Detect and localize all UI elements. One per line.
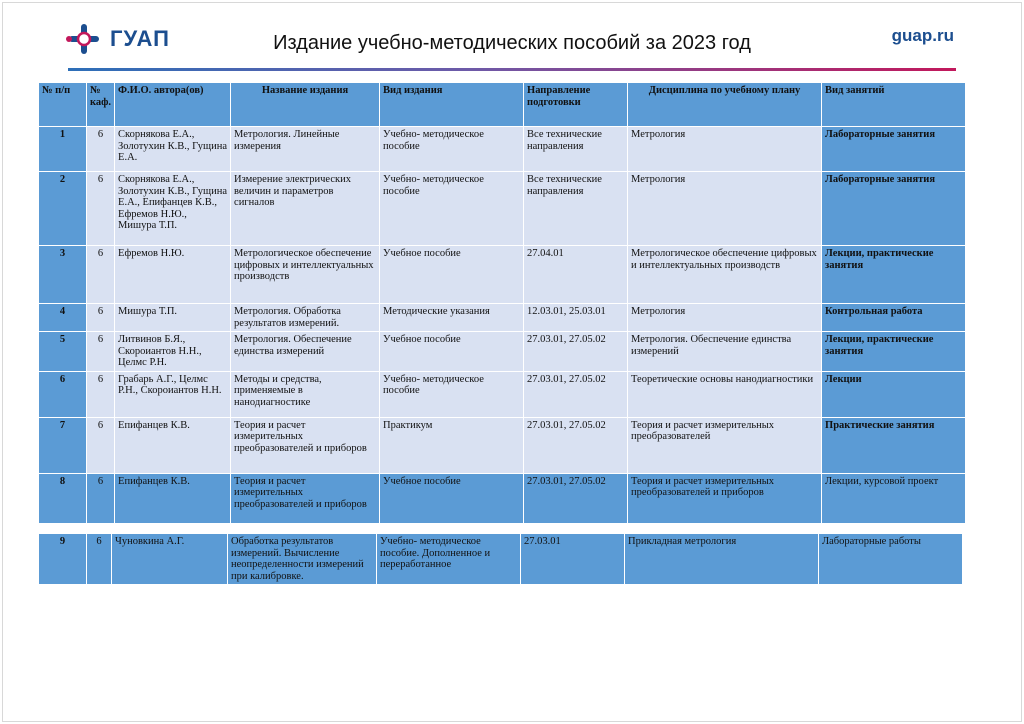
table-row — [39, 127, 966, 172]
class-type-cell: Контрольная работа — [822, 304, 966, 332]
direction-cell: 27.03.01, 27.05.02 — [524, 332, 628, 372]
class-type-cell: Лабораторные работы — [819, 534, 963, 585]
authors-cell: Епифанцев К.В. — [115, 417, 231, 473]
table-body — [39, 127, 966, 524]
discipline-cell: Теория и расчет измерительных преобразователей — [628, 417, 822, 473]
table-row — [39, 304, 966, 332]
discipline-cell: Теоретические основы нанодиагностики — [628, 371, 822, 417]
col-header-direction: Направление подготовки — [524, 83, 628, 127]
discipline-cell: Метрология — [628, 127, 822, 172]
kind-cell: Учебно- методическое пособие. Дополненное и переработанное — [377, 534, 521, 585]
authors-cell: Скорнякова Е.А., Золотухин К.В., Гущина Е.А. — [115, 127, 231, 172]
row-number: 1 — [39, 127, 87, 172]
discipline-cell: Метрология — [628, 172, 822, 246]
discipline-cell: Прикладная метрология — [625, 534, 819, 585]
department-cell: 6 — [87, 473, 115, 523]
title-cell: Теория и расчет измерительных преобразователей и приборов — [231, 417, 380, 473]
department-cell: 6 — [87, 304, 115, 332]
authors-cell: Грабарь А.Г., Целмс Р.Н., Скороиантов Н.Н. — [115, 371, 231, 417]
class-type-cell: Лекции, практические занятия — [822, 246, 966, 304]
direction-cell: Все технические направления — [524, 172, 628, 246]
title-cell: Обработка результатов измерений. Вычисление неопределенности измерений при калибровке. — [228, 534, 377, 585]
logo-text: ГУАП — [110, 26, 170, 51]
authors-cell: Мишура Т.П. — [115, 304, 231, 332]
table-row — [39, 371, 966, 417]
direction-cell: 27.03.01, 27.05.02 — [524, 417, 628, 473]
direction-cell: Все технические направления — [524, 127, 628, 172]
direction-cell: 27.03.01 — [521, 534, 625, 585]
department-cell: 6 — [87, 246, 115, 304]
class-type-cell: Лекции — [822, 371, 966, 417]
row-number: 7 — [39, 417, 87, 473]
kind-cell: Учебно- методическое пособие — [380, 127, 524, 172]
kind-cell: Учебное пособие — [380, 332, 524, 372]
col-header-department: № каф. — [87, 83, 115, 127]
header-rule — [68, 68, 956, 71]
row-number: 8 — [39, 473, 87, 523]
authors-cell: Литвинов Б.Я., Скороиантов Н.Н., Целмс Р.Н. — [115, 332, 231, 372]
discipline-cell: Метрологическое обеспечение цифровых и интеллектуальных производств — [628, 246, 822, 304]
page-title: Издание учебно-методических пособий за 2023 год — [273, 32, 751, 54]
table-row — [39, 246, 966, 304]
col-header-kind: Вид издания — [380, 83, 524, 127]
kind-cell: Учебно- методическое пособие — [380, 371, 524, 417]
class-type-cell: Лабораторные занятия — [822, 172, 966, 246]
department-cell: 6 — [87, 534, 112, 585]
department-cell: 6 — [87, 371, 115, 417]
class-type-cell: Лабораторные занятия — [822, 127, 966, 172]
class-type-cell: Лекции, курсовой проект — [822, 473, 966, 523]
publications-table — [38, 82, 966, 524]
discipline-cell: Теория и расчет измерительных преобразователей и приборов — [628, 473, 822, 523]
title-cell: Измерение электрических величин и параметров сигналов — [231, 172, 380, 246]
additional-table — [38, 533, 963, 585]
table-row — [39, 417, 966, 473]
discipline-cell: Метрология. Обеспечение единства измерений — [628, 332, 822, 372]
authors-cell: Скорнякова Е.А., Золотухин К.В., Гущина Е.А., Епифанцев К.В., Ефремов Н.Ю., Мишура Т.П. — [115, 172, 231, 246]
col-header-title: Название издания — [231, 83, 380, 127]
kind-cell: Методические указания — [380, 304, 524, 332]
authors-cell: Епифанцев К.В. — [115, 473, 231, 523]
title-cell: Метрология. Обеспечение единства измерений — [231, 332, 380, 372]
table-row — [39, 172, 966, 246]
department-cell: 6 — [87, 127, 115, 172]
kind-cell: Учебное пособие — [380, 246, 524, 304]
row-number: 4 — [39, 304, 87, 332]
authors-cell: Ефремов Н.Ю. — [115, 246, 231, 304]
direction-cell: 12.03.01, 25.03.01 — [524, 304, 628, 332]
table-row — [39, 332, 966, 372]
additional-table-body — [39, 534, 963, 585]
title-cell: Метрологическое обеспечение цифровых и интеллектуальных производств — [231, 246, 380, 304]
department-cell: 6 — [87, 332, 115, 372]
title-cell: Теория и расчет измерительных преобразователей и приборов — [231, 473, 380, 523]
row-number: 9 — [39, 534, 87, 585]
row-number: 5 — [39, 332, 87, 372]
title-cell: Методы и средства, применяемые в нанодиагностике — [231, 371, 380, 417]
authors-cell: Чуновкина А.Г. — [112, 534, 228, 585]
col-header-authors: Ф.И.О. автора(ов) — [115, 83, 231, 127]
title-cell: Метрология. Обработка результатов измерений. — [231, 304, 380, 332]
table-row — [39, 473, 966, 523]
direction-cell: 27.04.01 — [524, 246, 628, 304]
site-url[interactable]: guap.ru — [891, 26, 954, 45]
row-number: 2 — [39, 172, 87, 246]
department-cell: 6 — [87, 417, 115, 473]
table-row — [39, 534, 963, 585]
table-header-row — [39, 83, 966, 127]
col-header-class-type: Вид занятий — [822, 83, 966, 127]
col-header-discipline: Дисциплина по учебному плану — [628, 83, 822, 127]
discipline-cell: Метрология — [628, 304, 822, 332]
kind-cell: Учебно- методическое пособие — [380, 172, 524, 246]
kind-cell: Практикум — [380, 417, 524, 473]
title-cell: Метрология. Линейные измерения — [231, 127, 380, 172]
kind-cell: Учебное пособие — [380, 473, 524, 523]
col-header-number: № п/п — [39, 83, 87, 127]
direction-cell: 27.03.01, 27.05.02 — [524, 371, 628, 417]
class-type-cell: Практические занятия — [822, 417, 966, 473]
class-type-cell: Лекции, практические занятия — [822, 332, 966, 372]
direction-cell: 27.03.01, 27.05.02 — [524, 473, 628, 523]
row-number: 6 — [39, 371, 87, 417]
row-number: 3 — [39, 246, 87, 304]
department-cell: 6 — [87, 172, 115, 246]
